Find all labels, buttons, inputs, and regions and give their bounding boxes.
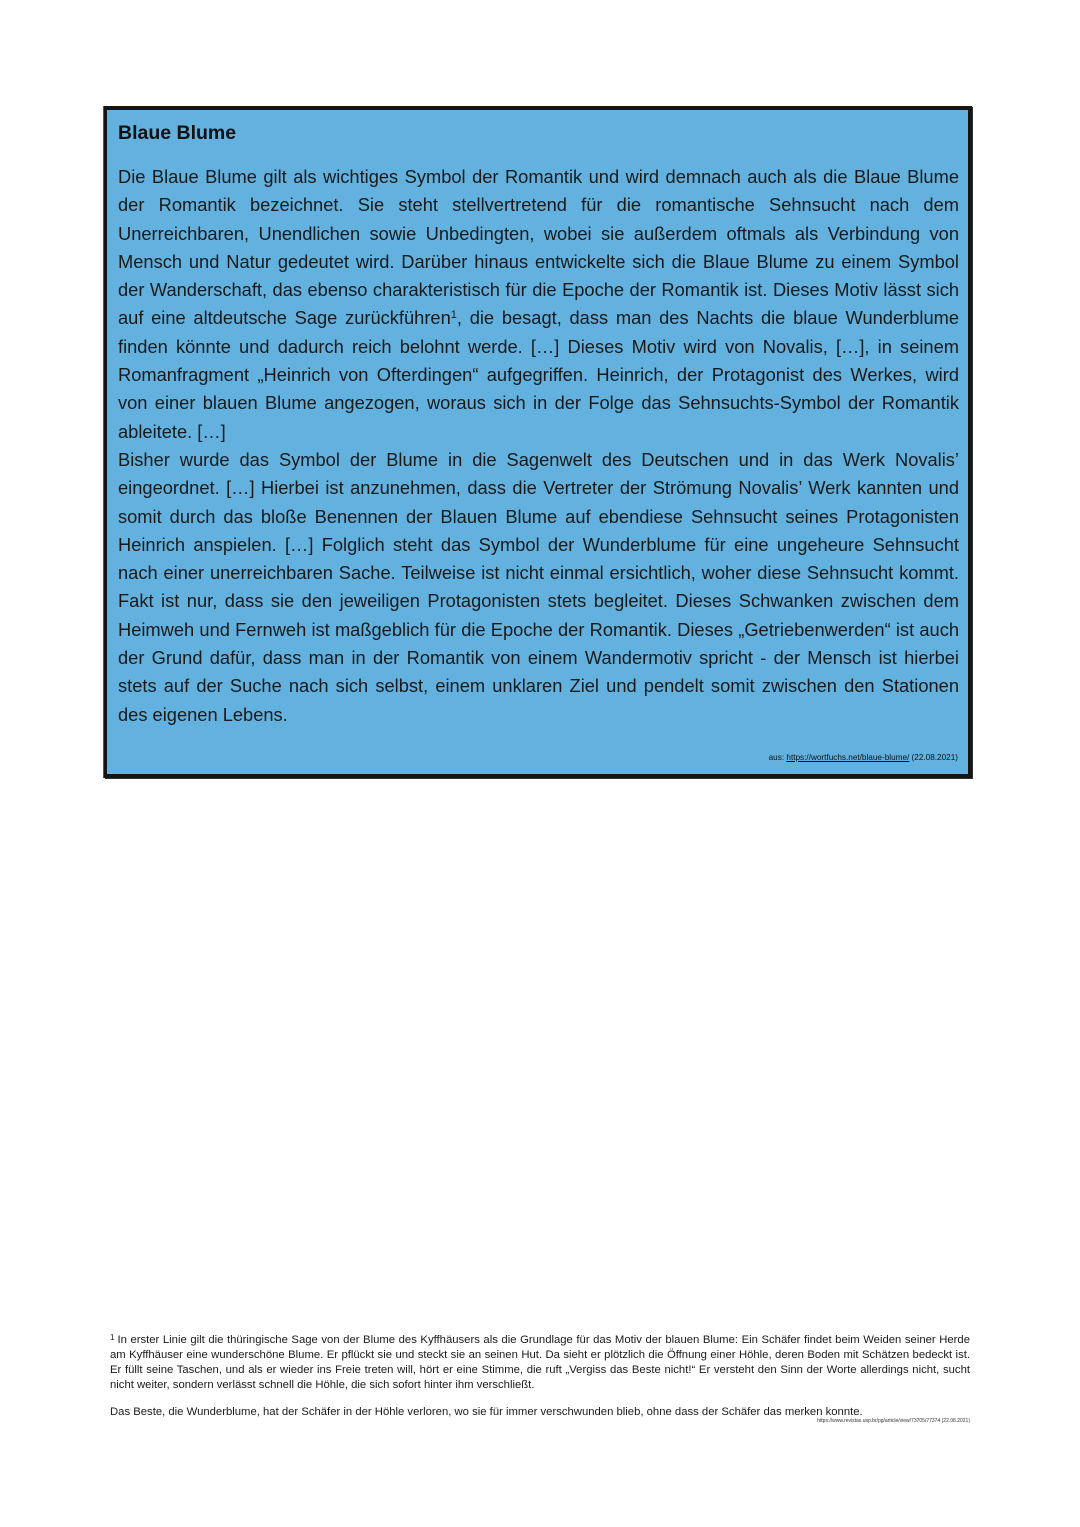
source-prefix: aus: xyxy=(768,753,787,762)
footnote-text: In erster Linie gilt die thüringische Sage von der Blume des Kyffhäusers als die Grundlage für das Motiv der blauen Blume: Ein Schäfer findet beim Weiden seiner Herde am Kyffhäuser eine wunderschöne Blume. Er pflückt sie und steckt sie an seinen Hut. Da sieht er plötzlich die Öffnung einer Höhle, deren Boden mit Schätzen bedeckt ist. Er füllt seine Taschen, und als er wieder ins Freie treten will, hört er eine Stimme, die ruft „Vergiss das Beste nicht!“ Er versteht den Sinn der Worte allerdings nicht, sucht nicht weiter, sondern verlässt schnell die Höhle, die sich sofort hinter ihm verschließt. xyxy=(110,1334,970,1391)
footnote-closing: Das Beste, die Wunderblume, hat der Schäfer in der Höhle verloren, wo sie für immer verschwunden blieb, ohne dass der Schäfer das merken konnte. xyxy=(110,1406,863,1418)
box-source-citation xyxy=(769,753,958,762)
box-title: Blaue Blume xyxy=(118,122,237,144)
box-paragraph-1-part-1: Die Blaue Blume gilt als wichtiges Symbol der Romantik und wird demnach auch als die Blaue Blume der Romantik bezeichnet. Sie steht stellvertretend für die romantische Sehnsucht nach dem Unerreichbaren, Unendlichen sowie Unbedingten, wobei sie außerdem oftmals als Verbindung von Mensch und Natur gedeutet wird. Darüber hinaus entwickelte sich die Blaue Blume zu einem Symbol der Wanderschaft, das ebenso charakteristisch für die Epoche der Romantik ist. Dieses Motiv lässt sich auf eine altdeutsche Sage zurückführen xyxy=(118,166,959,329)
source-link[interactable]: https://wortfuchs.net/blaue-blume/ xyxy=(786,753,910,762)
box-body xyxy=(118,163,959,729)
footnote-reference[interactable]: 1 xyxy=(450,309,457,322)
box-paragraph-2: Bisher wurde das Symbol der Blume in die Sagenwelt des Deutschen und in das Werk Novalis’ eingeordnet. […] Hierbei ist anzunehmen, dass die Vertreter der Strömung Novalis’ Werk kannten und somit durch das bloße Benennen der Blauen Blume auf ebendiese Sehnsucht seines Protagonisten Heinrich anspielen. […] Folglich steht das Symbol der Wunderblume für eine ungeheure Sehnsucht nach einer unerreichbaren Sache. Teilweise ist nicht einmal ersichtlich, woher diese Sehnsucht kommt. Fakt ist nur, dass sie den jeweiligen Protagonisten stets begleitet. Dieses Schwanken zwischen dem Heimweh und Fernweh ist maßgeblich für die Epoche der Romantik. Dieses „Getriebenwerden“ ist auch der Grund dafür, dass man in der Romantik von einem Wandermotiv spricht - der Mensch ist hierbei stets auf der Suche nach sich selbst, einem unklaren Ziel und pendelt somit zwischen den Stationen des eigenen Lebens. xyxy=(118,448,959,725)
footnote-source: https://www.revistas.usp.br/pg/article/view/73705/77374 (22.08.2021) xyxy=(817,1418,970,1424)
box-paragraph-1-part-2: , die besagt, dass man des Nachts die blaue Wunderblume finden könnte und dadurch reich belohnt werde. […] Dieses Motiv wird von Novalis, […], in seinem Romanfragment „Heinrich von Ofterdingen“ aufgegriffen. Heinrich, der Protagonist des Werkes, wird von einer blauen Blume angezogen, woraus sich in der Folge das Sehnsuchts-Symbol der Romantik ableitete. […] xyxy=(118,307,960,442)
info-box-blaue-blume xyxy=(104,106,972,778)
source-date: (22.08.2021) xyxy=(909,753,958,762)
box-paragraph-1 xyxy=(118,163,959,446)
footnote-marker: 1 xyxy=(110,1333,115,1342)
footnote xyxy=(110,1330,970,1393)
footnote-paragraph xyxy=(110,1330,970,1393)
